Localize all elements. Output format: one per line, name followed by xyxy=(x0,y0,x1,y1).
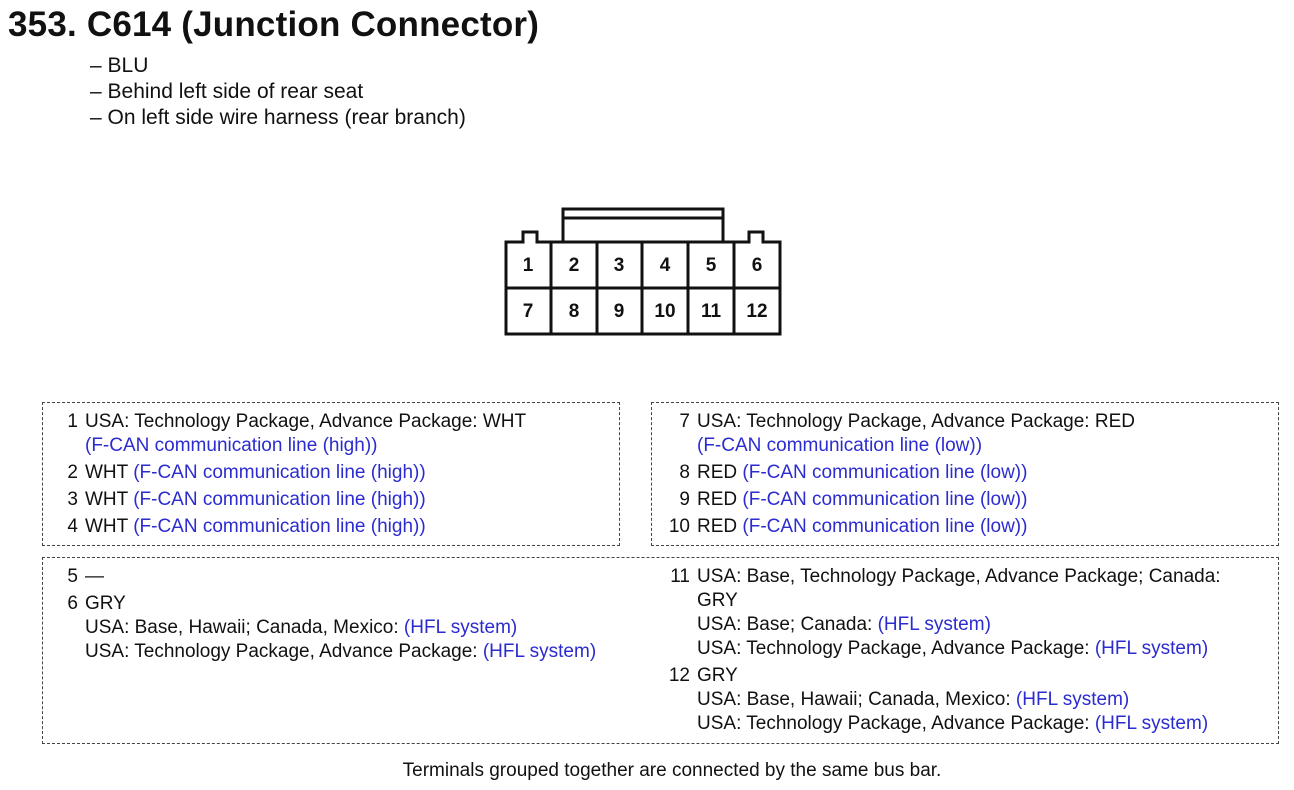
connector-location: – Behind left side of rear seat xyxy=(90,80,364,103)
pin-label: 8 xyxy=(568,301,580,322)
pin-label: 4 xyxy=(659,255,671,276)
terminal-note: (HFL system) xyxy=(877,614,991,635)
terminal-variant: USA: Base, Hawaii; Canada, Mexico: xyxy=(85,617,399,638)
page-title: 353. C614 (Junction Connector) xyxy=(8,5,540,44)
terminal-number: 3 xyxy=(67,489,78,510)
pin-label: 11 xyxy=(700,301,722,322)
pin-label: 2 xyxy=(568,255,580,276)
terminal-number: 6 xyxy=(67,593,78,614)
terminal-note: (F-CAN communication line (low)) xyxy=(697,435,983,456)
terminal-number: 9 xyxy=(679,489,690,510)
terminal-note: (HFL system) xyxy=(1094,713,1209,734)
terminal-row xyxy=(42,461,526,485)
terminal-wire-color: GRY xyxy=(697,590,738,611)
terminal-row xyxy=(42,565,596,589)
terminal-row xyxy=(42,592,596,664)
terminal-row xyxy=(42,515,526,539)
terminal-note: (F-CAN communication line (low)) xyxy=(742,462,1028,483)
terminal-note: (F-CAN communication line (high)) xyxy=(133,462,426,483)
terminal-note: (F-CAN communication line (high)) xyxy=(133,516,426,537)
terminal-list-low xyxy=(660,410,1135,542)
terminal-desc: WHT xyxy=(85,516,128,537)
connector-latch xyxy=(563,209,723,242)
terminal-number: 2 xyxy=(67,462,78,483)
pin-label: 9 xyxy=(613,301,625,322)
terminal-variant: USA: Technology Package, Advance Package: xyxy=(85,641,478,662)
connector-harness: – On left side wire harness (rear branch) xyxy=(90,106,466,129)
terminal-row xyxy=(660,410,1135,458)
terminal-number: 1 xyxy=(67,411,78,432)
terminal-note: (F-CAN communication line (high)) xyxy=(133,489,426,510)
connector-color: – BLU xyxy=(90,54,149,77)
terminal-number: 11 xyxy=(670,566,690,587)
terminal-row xyxy=(42,410,526,458)
terminal-desc: RED xyxy=(697,462,738,483)
terminal-variant: USA: Base; Canada: xyxy=(697,614,873,635)
terminal-desc: WHT xyxy=(85,462,128,483)
pin-label: 12 xyxy=(746,301,768,322)
terminal-note: (HFL system) xyxy=(1015,689,1130,710)
pin-label: 3 xyxy=(613,255,625,276)
terminal-row xyxy=(660,461,1135,485)
pin-label: 10 xyxy=(654,301,676,322)
terminal-list-hfl-left xyxy=(42,565,596,667)
pin-label: 7 xyxy=(522,301,534,322)
terminal-number: 8 xyxy=(679,462,690,483)
terminal-desc: — xyxy=(85,566,104,587)
terminal-row xyxy=(660,515,1135,539)
terminal-desc: USA: Technology Package, Advance Package: RED xyxy=(697,411,1135,432)
terminal-desc: USA: Technology Package, Advance Package: WHT xyxy=(85,411,527,432)
footer-note: Terminals grouped together are connected by the same bus bar. xyxy=(402,760,942,781)
pin-label: 6 xyxy=(751,255,763,276)
terminal-row xyxy=(660,664,1221,736)
terminal-number: 5 xyxy=(67,566,78,587)
terminal-list-hfl-right xyxy=(660,565,1221,739)
terminal-note: (F-CAN communication line (low)) xyxy=(742,489,1028,510)
terminal-row xyxy=(42,488,526,512)
terminal-variant: USA: Base, Hawaii; Canada, Mexico: xyxy=(697,689,1011,710)
terminal-number: 7 xyxy=(679,411,690,432)
pin-label: 1 xyxy=(522,255,534,276)
terminal-note: (HFL system) xyxy=(482,641,597,662)
terminal-desc: RED xyxy=(697,489,738,510)
connector-diagram xyxy=(0,0,1294,360)
terminal-variant: USA: Technology Package, Advance Package: xyxy=(697,713,1090,734)
terminal-number: 10 xyxy=(668,516,690,537)
pin-label: 5 xyxy=(705,255,717,276)
terminal-note: (HFL system) xyxy=(403,617,518,638)
terminal-row xyxy=(660,565,1221,661)
terminal-note: (F-CAN communication line (high)) xyxy=(85,435,378,456)
terminal-desc: GRY xyxy=(85,593,126,614)
terminal-desc: RED xyxy=(697,516,738,537)
terminal-row xyxy=(660,488,1135,512)
terminal-desc: WHT xyxy=(85,489,128,510)
terminal-list-high xyxy=(42,410,526,542)
terminal-desc: USA: Base, Technology Package, Advance Package; Canada: xyxy=(697,566,1221,587)
terminal-variant: USA: Technology Package, Advance Package: xyxy=(697,638,1090,659)
terminal-note: (HFL system) xyxy=(1094,638,1209,659)
terminal-note: (F-CAN communication line (low)) xyxy=(742,516,1028,537)
terminal-number: 4 xyxy=(67,516,78,537)
terminal-desc: GRY xyxy=(697,665,738,686)
terminal-number: 12 xyxy=(668,665,690,686)
